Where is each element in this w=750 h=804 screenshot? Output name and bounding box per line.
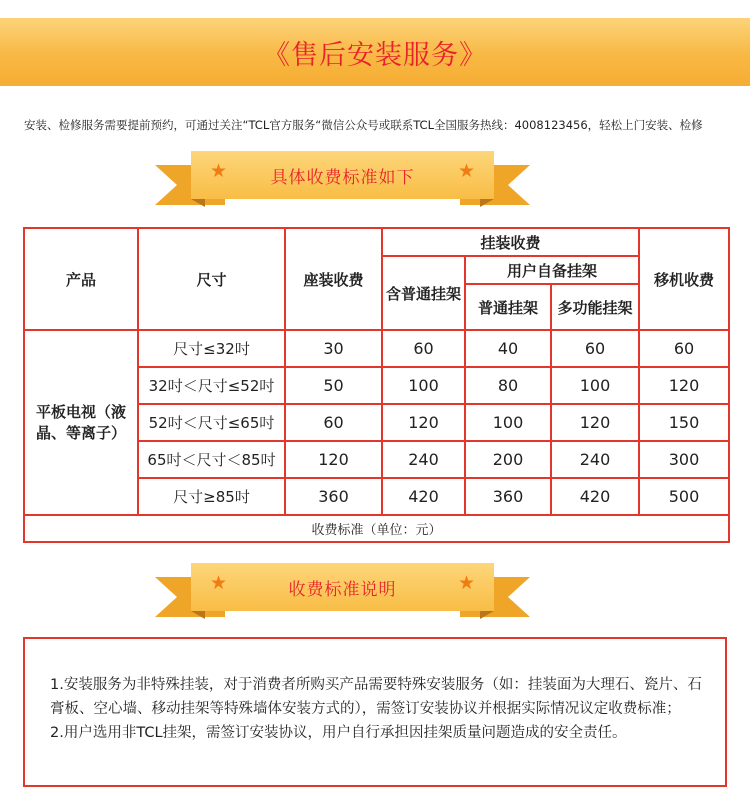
section-ribbon-fees [155, 151, 530, 211]
move-fee-cell: 120 [639, 367, 729, 404]
top-banner [0, 18, 750, 86]
normal-mount-cell: 360 [465, 478, 551, 515]
star-icon: ★ [457, 572, 475, 594]
normal-mount-cell: 80 [465, 367, 551, 404]
page-title: 《售后安装服务》 [263, 39, 487, 71]
standard-mount-cell: 420 [382, 478, 465, 515]
table-footer-row [24, 515, 729, 542]
seat-fee-cell: 60 [285, 404, 382, 441]
header-wall-fee: 挂装收费 [382, 228, 639, 256]
size-cell: 52吋＜尺寸≤65吋 [138, 404, 285, 441]
header-size: 尺寸 [138, 228, 285, 330]
table-footer-note: 收费标准（单位：元） [24, 515, 729, 542]
normal-mount-cell: 200 [465, 441, 551, 478]
size-cell: 65吋＜尺寸＜85吋 [138, 441, 285, 478]
ribbon-shade-right [480, 611, 494, 619]
multi-mount-cell: 120 [551, 404, 639, 441]
header-move-fee: 移机收费 [639, 228, 729, 330]
fee-table [23, 227, 730, 543]
section-title-fees: 具体收费标准如下 [270, 167, 415, 188]
standard-mount-cell: 100 [382, 367, 465, 404]
table-row [24, 330, 729, 367]
header-standard-mount: 含普通挂架 [382, 256, 465, 330]
explanation-item-2: 2.用户选用非TCL挂架，需签订安装协议，用户自行承担因挂架质量问题造成的安全责任。 [50, 725, 627, 741]
standard-mount-cell: 60 [382, 330, 465, 367]
ribbon-main [191, 151, 494, 199]
product-name: 平板电视（液晶、等离子） [24, 330, 138, 515]
star-icon: ★ [210, 572, 228, 594]
seat-fee-cell: 120 [285, 441, 382, 478]
ribbon-shade-left [191, 611, 205, 619]
section-title-explanation: 收费标准说明 [288, 579, 397, 600]
section-ribbon-explanation [155, 563, 530, 623]
seat-fee-cell: 50 [285, 367, 382, 404]
ribbon-shade-left [191, 199, 205, 207]
header-multi-mount: 多功能挂架 [551, 284, 639, 330]
multi-mount-cell: 100 [551, 367, 639, 404]
ribbon-shade-right [480, 199, 494, 207]
explanation-item-1: 1.安装服务为非特殊挂装，对于消费者所购买产品需要特殊安装服务（如：挂装面为大理石、瓷片、石膏板、空心墙、移动挂架等特殊墙体安装方式的），需签订安装协议并根据实际情况议定收费标准； [50, 677, 702, 717]
ribbon-main [191, 563, 494, 611]
move-fee-cell: 150 [639, 404, 729, 441]
header-normal-mount: 普通挂架 [465, 284, 551, 330]
header-seat-fee: 座装收费 [285, 228, 382, 330]
star-icon: ★ [210, 160, 228, 182]
normal-mount-cell: 100 [465, 404, 551, 441]
star-icon: ★ [457, 160, 475, 182]
service-notice: 安装、检修服务需要提前预约，可通过关注“TCL官方服务“微信公众号或联系TCL全国服务热线：4008123456，轻松上门安装、检修 [24, 118, 703, 132]
size-cell: 尺寸≤32吋 [138, 330, 285, 367]
normal-mount-cell: 40 [465, 330, 551, 367]
explanation-box [23, 637, 727, 787]
move-fee-cell: 300 [639, 441, 729, 478]
move-fee-cell: 500 [639, 478, 729, 515]
multi-mount-cell: 60 [551, 330, 639, 367]
standard-mount-cell: 120 [382, 404, 465, 441]
standard-mount-cell: 240 [382, 441, 465, 478]
multi-mount-cell: 420 [551, 478, 639, 515]
move-fee-cell: 60 [639, 330, 729, 367]
size-cell: 32吋＜尺寸≤52吋 [138, 367, 285, 404]
seat-fee-cell: 30 [285, 330, 382, 367]
header-product: 产品 [24, 228, 138, 330]
size-cell: 尺寸≥85吋 [138, 478, 285, 515]
seat-fee-cell: 360 [285, 478, 382, 515]
table-header-row [24, 228, 729, 256]
multi-mount-cell: 240 [551, 441, 639, 478]
header-user-own-mount: 用户自备挂架 [465, 256, 639, 284]
